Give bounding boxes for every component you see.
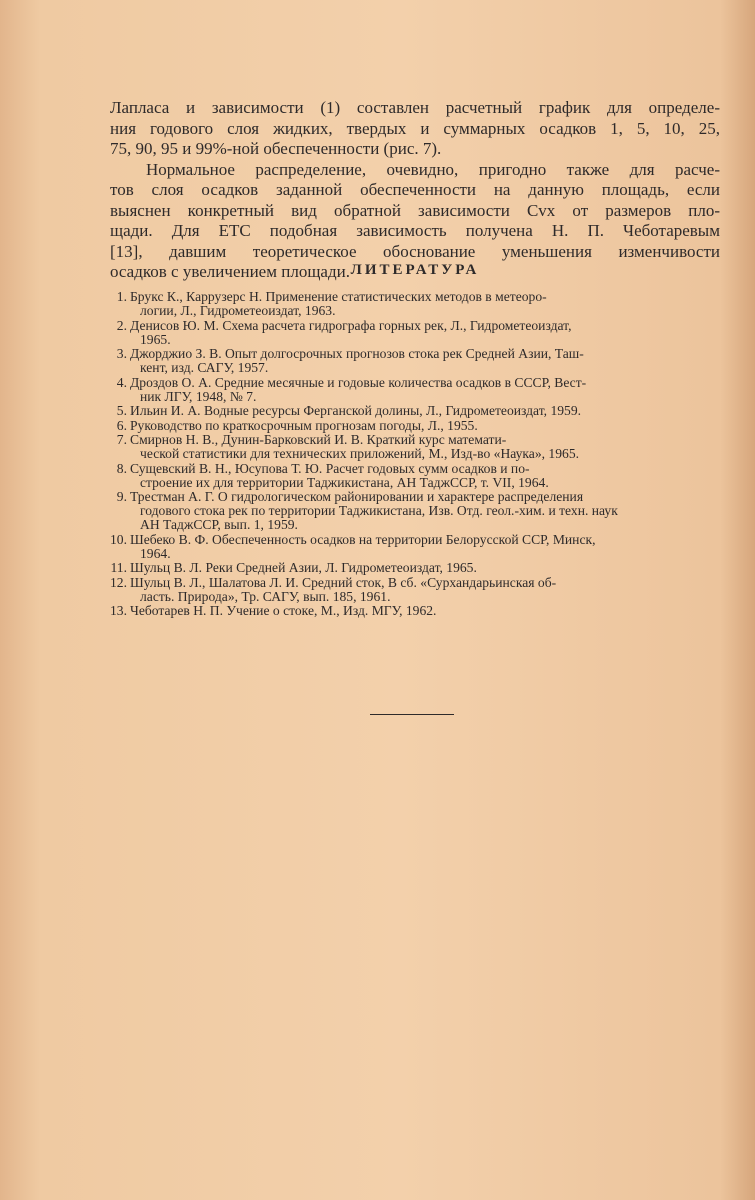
reference-number: 3. [116,346,127,361]
reference-line: годового стока рек по территории Таджикистана, Изв. Отд. геол.-хим. и техн. наук [140,503,618,518]
reference-number: 12. [110,574,127,590]
reference-item [106,604,726,618]
reference-item [106,433,726,461]
reference-number: 9. [116,489,127,504]
reference-line: ческой статистики для технических приложений, М., Изд-во «Наука», 1965. [140,446,580,461]
reference-line: Джорджио З. В. Опыт долгосрочных прогнозов стока рек Средней Азии, Таш- [130,346,584,361]
reference-line: Чеботарев Н. П. Учение о стоке, М., Изд. МГУ, 1962. [130,603,437,618]
references-heading: ЛИТЕРАТУРА [350,262,480,278]
reference-line: Шебеко В. Ф. Обеспеченность осадков на территории Белорусской ССР, Минск, [130,531,596,547]
reference-number: 11. [110,560,127,575]
reference-number: 5. [116,403,127,418]
reference-line: 1964. [140,545,171,561]
references-list [106,290,726,619]
reference-number: 8. [116,460,127,476]
reference-line: Денисов Ю. М. Схема расчета гидрографа горных рек, Л., Гидрометеоиздат, [130,317,572,333]
reference-line: Смирнов Н. В., Дунин-Барковский И. В. Краткий курс математи- [130,432,507,447]
reference-line: Сущевский В. Н., Юсупова Т. Ю. Расчет годовых сумм осадков и по- [130,460,530,476]
reference-item [106,376,726,404]
reference-number: 13. [110,603,127,618]
paragraph-1 [110,98,720,160]
reference-line: ник ЛГУ, 1948, № 7. [140,388,257,404]
text-line: выяснен конкретный вид обратной зависимости Cvx от размеров пло- [110,200,720,220]
text-line: 75, 90, 95 и 99%-ной обеспеченности (рис. 7). [110,139,442,158]
text-line: Нормальное распределение, очевидно, пригодно также для расче- [146,159,720,179]
text-line: [13], давшим теоретическое обоснование уменьшения изменчивости [110,241,720,261]
reference-line: Трестман А. Г. О гидрологическом районировании и характере распределения [130,489,584,504]
reference-line: 1965. [140,331,171,347]
reference-number: 4. [116,374,127,390]
text-line: Лапласа и зависимости (1) составлен расчетный график для определе- [110,98,720,117]
text-line: ния годового слоя жидких, твердых и суммарных осадков 1, 5, 10, 25, [110,118,720,138]
reference-item [106,561,726,575]
reference-line: Ильин И. А. Водные ресурсы Ферганской долины, Л., Гидрометеоиздат, 1959. [130,403,582,418]
reference-number: 2. [116,317,127,333]
reference-line: Дроздов О. А. Средние месячные и годовые количества осадков в СССР, Вест- [130,374,587,390]
reference-line: логии, Л., Гидрометеоиздат, 1963. [140,303,336,318]
reference-number: 1. [116,289,127,304]
reference-line: Руководство по краткосрочным прогнозам погоды, Л., 1955. [130,417,478,433]
reference-item [106,490,726,532]
end-rule [370,714,454,715]
reference-item [106,576,726,604]
reference-item [106,319,726,347]
reference-item [106,290,726,318]
text-line: щади. Для ЕТС подобная зависимость получена Н. П. Чеботаревым [110,221,720,240]
reference-item [106,462,726,490]
text-line: тов слоя осадков заданной обеспеченности на данную площадь, если [110,180,720,199]
reference-line: строение их для территории Таджикистана, АН ТаджССР, т. VII, 1964. [140,474,549,490]
reference-item [106,404,726,418]
reference-line: Брукс К., Каррузерс Н. Применение статистических методов в метеоро- [130,289,547,304]
reference-number: 7. [116,432,127,447]
reference-number: 6. [116,417,127,433]
reference-item [106,533,726,561]
reference-line: Шульц В. Л. Реки Средней Азии, Л. Гидрометеоиздат, 1965. [130,560,477,575]
reference-line: ласть. Природа», Тр. САГУ, вып. 185, 1961. [140,588,391,604]
reference-line: кент, изд. САГУ, 1957. [140,360,269,375]
reference-line: АН ТаджССР, вып. 1, 1959. [140,517,298,532]
reference-item [106,419,726,433]
text-line: осадков с увеличением площади. [110,262,350,281]
reference-item [106,347,726,375]
reference-line: Шульц В. Л., Шалатова Л. И. Средний сток, В сб. «Сурхандарьинская об- [130,574,557,590]
reference-number: 10. [110,531,127,547]
